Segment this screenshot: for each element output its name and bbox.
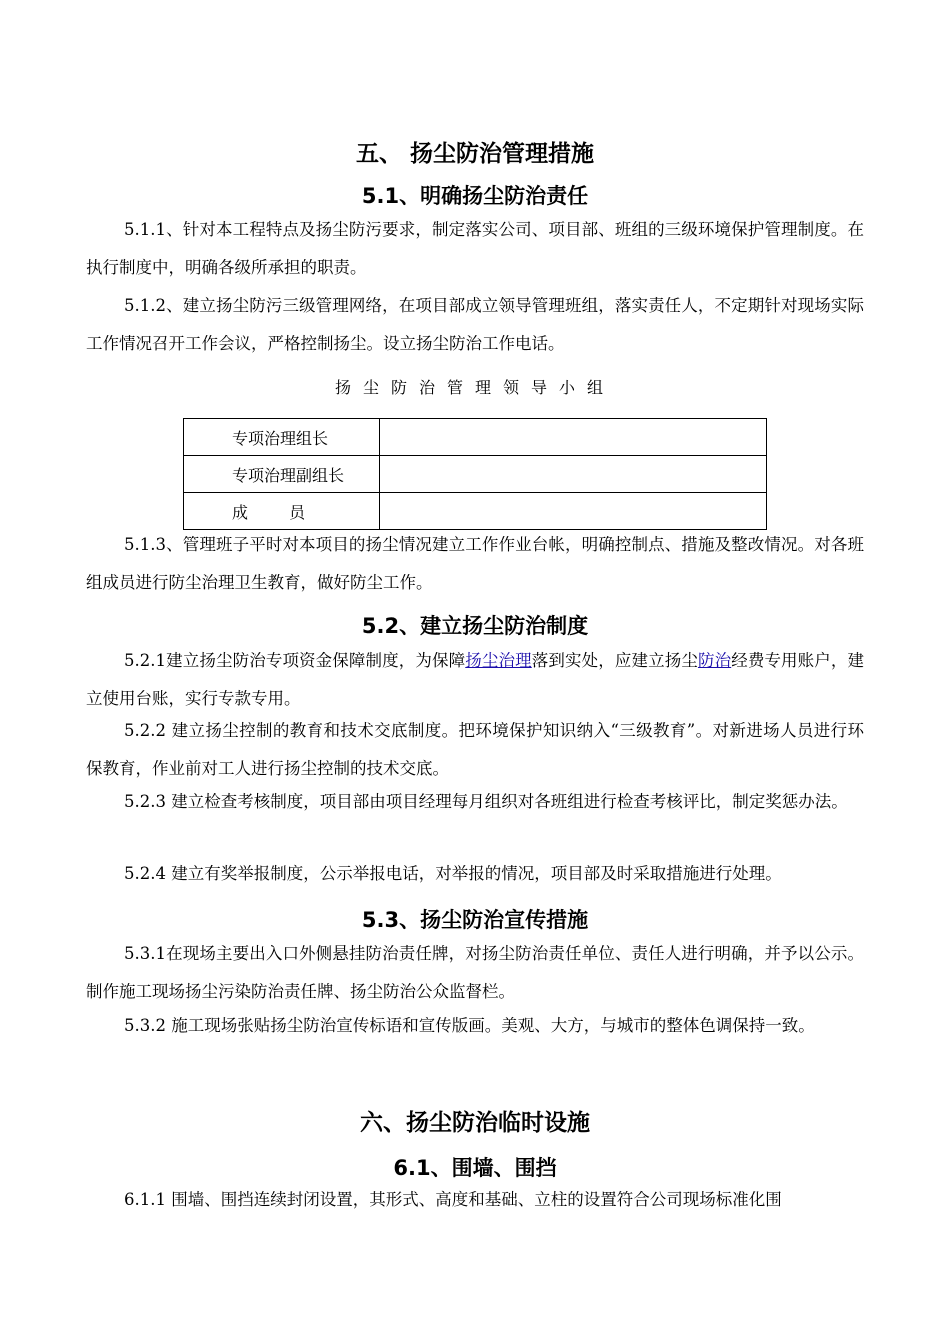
paragraph-text: 落到实处，应建立扬尘 — [531, 651, 698, 670]
role-cell: 成 员 — [184, 493, 380, 530]
table-caption: 扬尘防治管理领导小组 — [334, 378, 615, 397]
paragraph-5-1-1: 5.1.1、针对本工程特点及扬尘防污要求，制定落实公司、项目部、班组的三级环境保护管理制度。在执行制度中，明确各级所承担的职责。 — [86, 220, 864, 277]
paragraph-6-1-1: 6.1.1 围墙、围挡连续封闭设置，其形式、高度和基础、立柱的设置符合公司现场标准化围 — [124, 1190, 782, 1209]
paragraph-5-2-4: 5.2.4 建立有奖举报制度，公示举报电话，对举报的情况，项目部及时采取措施进行处理。 — [124, 864, 782, 883]
paragraph-5-3-1: 5.3.1在现场主要出入口外侧悬挂防治责任牌，对扬尘防治责任单位、责任人进行明确，并予以公示。制作施工现场扬尘污染防治责任牌、扬尘防治公众监督栏。 — [86, 944, 864, 1001]
link-dust-control[interactable]: 扬尘治理 — [465, 651, 532, 670]
link-prevention[interactable]: 防治 — [697, 651, 732, 670]
name-cell — [380, 493, 767, 530]
paragraph-5-2-3: 5.2.3 建立检查考核制度，项目部由项目经理每月组织对各班组进行检查考核评比，制定奖惩办法。 — [124, 792, 848, 811]
table-row — [184, 419, 767, 456]
role-cell: 专项治理组长 — [184, 419, 380, 456]
role-cell: 专项治理副组长 — [184, 456, 380, 493]
paragraph-text: 经费专用账户，建立使用台账，实行专款专用。 — [86, 651, 865, 708]
section-5-3-heading: 5.3、扬尘防治宣传措施 — [361, 908, 589, 932]
section-6-heading: 六、扬尘防治临时设施 — [360, 1110, 590, 1136]
paragraph-5-2-1 — [86, 642, 864, 718]
name-cell — [380, 419, 767, 456]
paragraph-text: 5.2.1建立扬尘防治专项资金保障制度，为保障 — [124, 651, 466, 670]
section-5-1-heading: 5.1、明确扬尘防治责任 — [361, 184, 589, 208]
paragraph-5-2-2: 5.2.2 建立扬尘控制的教育和技术交底制度。把环境保护知识纳入“三级教育”。对新进场人员进行环保教育，作业前对工人进行扬尘控制的技术交底。 — [86, 721, 864, 778]
section-5-2-heading: 5.2、建立扬尘防治制度 — [361, 614, 589, 638]
table-row — [184, 493, 767, 530]
section-5-heading: 五、 扬尘防治管理措施 — [355, 141, 594, 167]
paragraph-5-1-2: 5.1.2、建立扬尘防污三级管理网络，在项目部成立领导管理班组，落实责任人，不定期针对现场实际工作情况召开工作会议，严格控制扬尘。设立扬尘防治工作电话。 — [86, 296, 864, 353]
paragraph-5-3-2: 5.3.2 施工现场张贴扬尘防治宣传标语和宣传版画。美观、大方，与城市的整体色调保持一致。 — [124, 1016, 815, 1035]
leadership-table — [183, 418, 767, 530]
paragraph-5-1-3: 5.1.3、管理班子平时对本项目的扬尘情况建立工作作业台帐，明确控制点、措施及整改情况。对各班组成员进行防尘治理卫生教育，做好防尘工作。 — [86, 535, 864, 592]
table-row — [184, 456, 767, 493]
section-6-1-heading: 6.1、围墙、围挡 — [393, 1156, 557, 1180]
name-cell — [380, 456, 767, 493]
